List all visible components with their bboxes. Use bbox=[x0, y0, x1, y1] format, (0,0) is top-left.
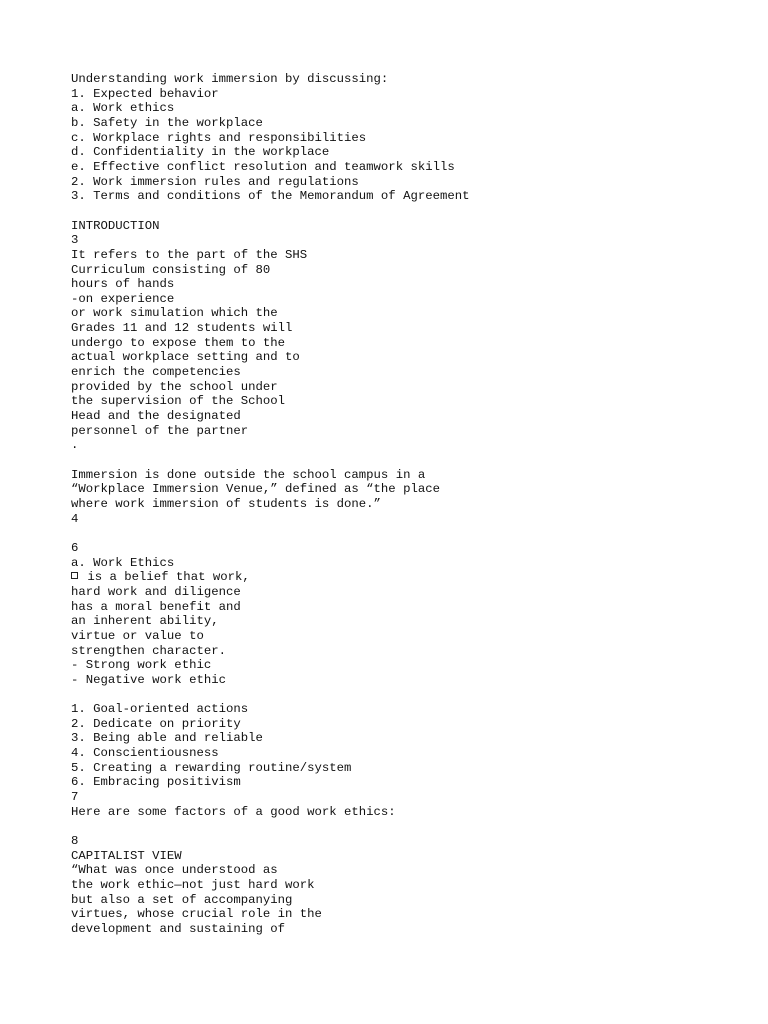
document-page bbox=[71, 72, 751, 937]
spacer bbox=[71, 453, 751, 468]
objective-item: b. Safety in the workplace bbox=[71, 115, 263, 130]
objective-item: 1. Expected behavior bbox=[71, 86, 219, 101]
factors-caption: Here are some factors of a good work ethics: bbox=[71, 804, 396, 819]
work-ethics-line: an inherent ability, bbox=[71, 614, 219, 629]
introduction-line: Head and the designated bbox=[71, 409, 241, 424]
introduction-line: provided by the school under bbox=[71, 379, 278, 394]
work-ethics-first-line bbox=[71, 570, 751, 585]
factor-item: 1. Goal-oriented actions bbox=[71, 702, 249, 717]
bullet-box-icon bbox=[71, 572, 78, 579]
work-ethics-line: - Strong work ethic bbox=[71, 658, 212, 673]
work-ethics-line: hard work and diligence bbox=[71, 584, 241, 599]
factor-item: 5. Creating a rewarding routine/system bbox=[71, 760, 352, 775]
objective-item: a. Work ethics bbox=[71, 101, 175, 116]
objective-item: c. Workplace rights and responsibilities bbox=[71, 130, 367, 145]
introduction-line: Curriculum consisting of 80 bbox=[71, 262, 271, 277]
introduction-line: or work simulation which the bbox=[71, 306, 278, 321]
introduction-line: hours of hands bbox=[71, 277, 175, 292]
work-ethics-heading: a. Work Ethics bbox=[71, 555, 175, 570]
work-ethics-first-line-text: is a belief that work, bbox=[80, 570, 250, 585]
factor-item: 3. Being able and reliable bbox=[71, 731, 263, 746]
introduction-line: actual workplace setting and to bbox=[71, 350, 300, 365]
slide-number: 3 bbox=[71, 233, 79, 248]
objective-item: 3. Terms and conditions of the Memorandum of Agreement bbox=[71, 189, 470, 204]
introduction-line: personnel of the partner bbox=[71, 423, 249, 438]
introduction-line: . bbox=[71, 438, 79, 453]
objective-item: d. Confidentiality in the workplace bbox=[71, 145, 330, 160]
work-ethics-line: virtue or value to bbox=[71, 628, 204, 643]
objective-item: e. Effective conflict resolution and teamwork skills bbox=[71, 159, 455, 174]
slide-number: 4 bbox=[71, 511, 79, 526]
work-ethics-line: strengthen character. bbox=[71, 643, 226, 658]
slide-number: 6 bbox=[71, 540, 79, 555]
spacer bbox=[71, 204, 751, 219]
spacer bbox=[71, 688, 751, 703]
factor-item: 2. Dedicate on priority bbox=[71, 716, 241, 731]
introduction-line: Grades 11 and 12 students will bbox=[71, 321, 293, 336]
capitalist-line: development and sustaining of bbox=[71, 921, 286, 936]
capitalist-line: the work ethic—not just hard work bbox=[71, 878, 315, 893]
work-ethics-line: has a moral benefit and bbox=[71, 599, 241, 614]
objective-item: 2. Work immersion rules and regulations bbox=[71, 174, 359, 189]
capitalist-line: but also a set of accompanying bbox=[71, 892, 293, 907]
factor-item: 6. Embracing positivism bbox=[71, 775, 241, 790]
factor-item: 4. Conscientiousness bbox=[71, 746, 219, 761]
introduction-line: the supervision of the School bbox=[71, 394, 286, 409]
spacer bbox=[71, 819, 751, 834]
introduction-heading: INTRODUCTION bbox=[71, 218, 160, 233]
spacer bbox=[71, 526, 751, 541]
venue-line: where work immersion of students is done.” bbox=[71, 497, 381, 511]
capitalist-line: “What was once understood as bbox=[71, 863, 278, 878]
capitalist-heading: CAPITALIST VIEW bbox=[71, 848, 182, 863]
introduction-line: undergo to expose them to the bbox=[71, 335, 286, 350]
venue-line: Immersion is done outside the school campus in a bbox=[71, 467, 426, 482]
capitalist-line: virtues, whose crucial role in the bbox=[71, 907, 322, 922]
introduction-line: -on experience bbox=[71, 291, 175, 306]
slide-number: 8 bbox=[71, 834, 79, 849]
introduction-line: It refers to the part of the SHS bbox=[71, 247, 308, 262]
objectives-heading: Understanding work immersion by discussing: bbox=[71, 72, 389, 86]
work-ethics-line: - Negative work ethic bbox=[71, 672, 226, 687]
introduction-line: enrich the competencies bbox=[71, 365, 241, 380]
slide-number: 7 bbox=[71, 790, 79, 805]
venue-line: “Workplace Immersion Venue,” defined as “the place bbox=[71, 482, 440, 497]
